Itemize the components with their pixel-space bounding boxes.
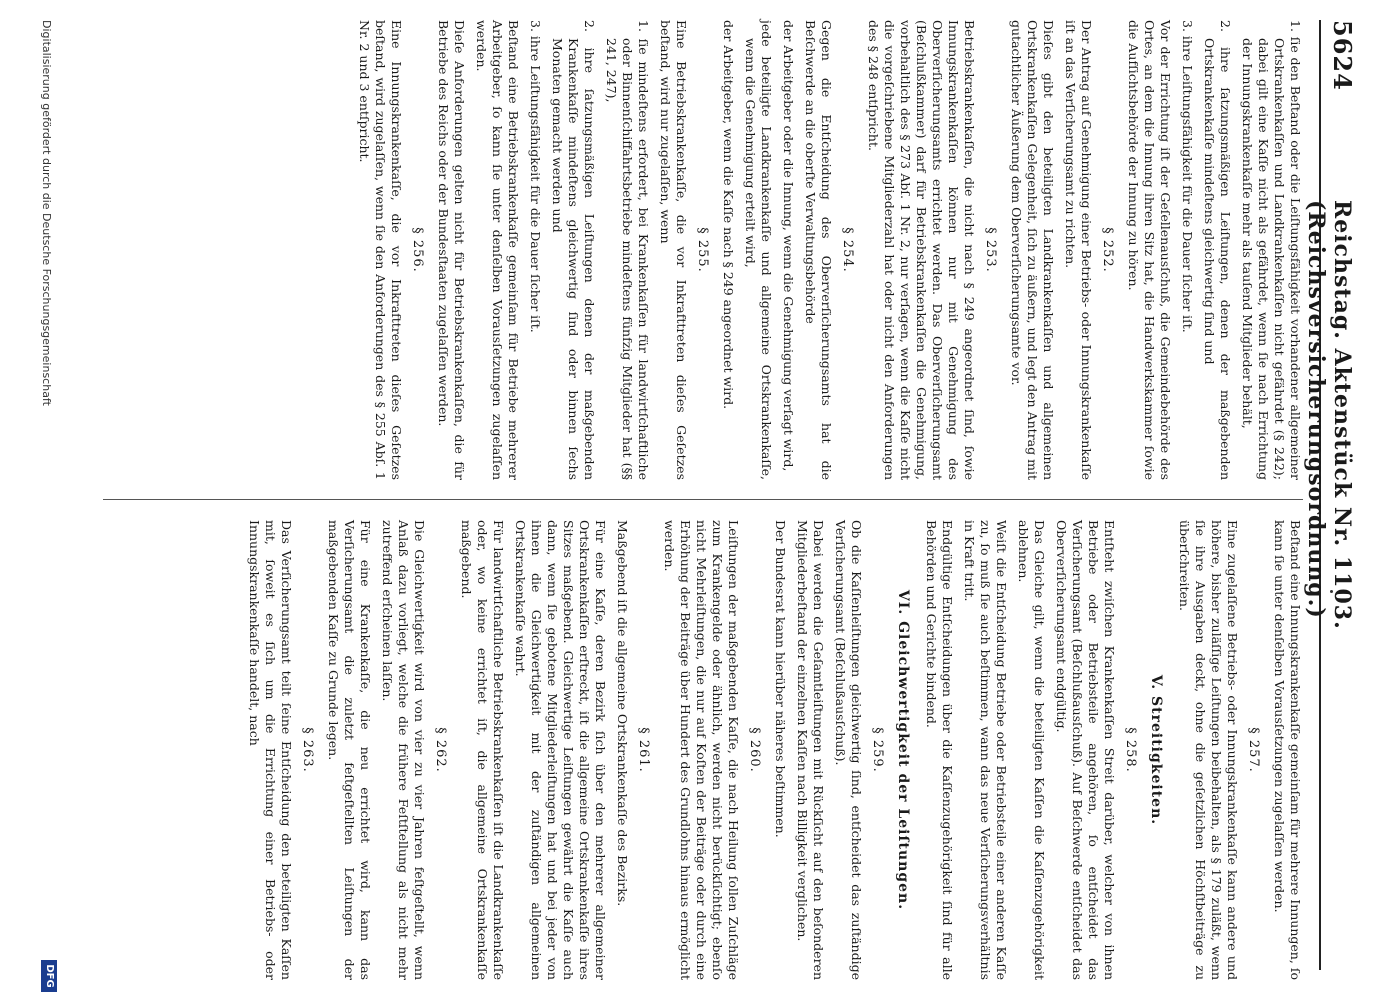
chapter-heading: V. Streitigkeiten. [1148, 674, 1164, 826]
paragraph: Für landwirtſchaftliche Betriebskrankenkaſſen iſt die Landkrankenkaſſe oder, wo keine errichtet iſt, die allgemeine Ortskrankenkaſſe maßgebend. [459, 520, 506, 980]
digitization-note: Digitalisierung gefördert durch die Deutsche Forschungsgemeinschaft [40, 20, 53, 406]
section-heading: § 253. [983, 227, 998, 273]
section-heading: § 259. [870, 727, 885, 773]
section-heading: § 254. [840, 227, 855, 273]
paragraph: Das Gleiche gilt, wenn die beteiligten Kaſſen die Kaſſenzugehörigkeit ablehnen. [1016, 520, 1047, 980]
paragraph: jede beteiligte Landkrankenkaſſe und allgemeine Ortskrankenkaſſe, wenn die Genehmigung erteilt wird, [743, 20, 774, 480]
paragraph: 2. ihre ſatzungsmäßigen Leiſtungen, denen der maßgebenden Ortskrankenkaſſe mindeſtens gleichwertig ſind und [1202, 20, 1233, 480]
section-heading: § 262. [433, 727, 448, 773]
section-heading: § 258. [1123, 727, 1138, 773]
paragraph: 3. ihre Leiſtungsfähigkeit für die Dauer ſicher iſt. [528, 20, 543, 333]
left-column [103, 20, 1303, 480]
section-heading: § 260. [747, 727, 762, 773]
paragraph: Gegen die Entſcheidung des Oberverſicherungsamts hat die Beſchwerde an die oberſte Verwaltungsbehörde [803, 20, 834, 480]
paragraph: Dieſes gibt den beteiligten Landkrankenkaſſen und allgemeinen Ortskrankenkaſſen Gelegenheit, ſich zu äußern, und legt den Antrag mit gutachtlicher Äußerung dem Oberverſicherungsamte vor. [1009, 20, 1056, 480]
section-heading: § 256. [410, 227, 425, 273]
paragraph: 1. ſie den Beſtand oder die Leiſtungsfähigkeit vorhandener allgemeiner Ortskrankenkaſſen und Landkrankenkaſſen nicht gefährdet (§ 242); dabei gilt eine Kaſſe nicht als gefährdet, wenn ſie nach Errichtung der Innungskrankenkaſſe mehr als tauſend Mitglieder behält, [1240, 20, 1303, 480]
column-divider [103, 499, 1303, 500]
paragraph: Betriebskrankenkaſſen, die nicht nach § 249 angeordnet ſind, ſowie Innungskrankenkaſſen können nur mit Genehmigung des Oberverſicherungsamts errichtet werden. Das Oberverſicherungsamt (Beſchlußkammer) darf für Betriebskrankenkaſſen die Genehmigung, vorbehaltlich des § 273 Abſ. 1 Nr. 2, nur verſagen, wenn die Kaſſe nicht die vorgeſchriebene Mitgliederzahl hat oder nicht den Anforderungen des § 248 entſpricht. [866, 20, 977, 480]
paragraph: 2. ihre ſatzungsmäßigen Leiſtungen denen der maßgebenden Krankenkaſſe mindeſtens gleichwertig ſind oder binnen ſechs Monaten gemacht werden und [550, 20, 597, 480]
section-heading: § 257. [1246, 727, 1261, 773]
paragraph: Eine Betriebskrankenkaſſe, die vor Inkrafttreten dieſes Geſetzes beſtand, wird nur zugelaſſen, wenn [658, 20, 689, 480]
paragraph: Der Antrag auf Genehmigung einer Betriebs- oder Innungskrankenkaſſe iſt an das Verſicherungsamt zu richten. [1063, 20, 1094, 480]
paragraph: Eine zugelaſſene Betriebs- oder Innungskrankenkaſſe kann andere und höhere, bisher zuläſſige Leiſtungen beibehalten, als § 179 zuläßt, wenn ſie ihre Ausgaben deckt, ohne die geſetzlichen Höchſtbeiträge zu überſchreiten. [1177, 520, 1240, 980]
paragraph: Entſteht zwiſchen Krankenkaſſen Streit darüber, welcher von ihnen Betriebe oder Betriebsteile angehören, ſo entſcheidet das Verſicherungsamt (Beſchlußausſchuß). Auf Beſchwerde entſcheidet das Oberverſicherungsamt endgültig. [1054, 520, 1117, 980]
section-heading: § 252. [1100, 227, 1115, 273]
paragraph: 1. ſie mindeſtens erfordert, bei Krankenkaſſen für landwirtſchaftliche oder Binnenſchiffahrtsbetriebe mindeſtens fünfzig Mitglieder hat (§§ 241, 247), [604, 20, 651, 480]
paragraph: Endgültige Entſcheidungen über die Kaſſenzugehörigkeit ſind für alle Behörden und Gerichte bindend. [924, 520, 955, 980]
paragraph: Beſtand eine Innungskrankenkaſſe gemeinſam für mehrere Innungen, ſo kann ſie unter denſelben Vorausſetzungen zugelaſſen werden. [1272, 520, 1303, 980]
dfg-logo: DFG [41, 960, 57, 992]
paragraph: Beſtand eine Betriebskrankenkaſſe gemeinſam für Betriebe mehrerer Arbeitgeber, ſo kann ſie unter denſelben Vorausſetzungen zugelaſſen werden. [474, 20, 521, 480]
section-heading: § 261. [636, 727, 651, 773]
page-header [1303, 20, 1361, 970]
paragraph: Das Verſicherungsamt teilt ſeine Entſcheidung den beteiligten Kaſſen mit, ſoweit es ſich um die Errichtung einer Betriebs- oder Innungskrankenkaſſe handelt, nach [247, 520, 294, 980]
paragraph: Der Bundesrat kann hierüber näheres beſtimmen. [773, 520, 788, 838]
section-heading: § 263. [300, 727, 315, 773]
section-heading: § 255. [695, 227, 710, 273]
paragraph: der Arbeitgeber, wenn die Kaſſe nach § 249 angeordnet wird. [721, 20, 736, 410]
paragraph: Dabei werden die Geſamtleiſtungen mit Rückſicht auf den beſonderen Mitgliederbeſtand der einzelnen Kaſſen nach Billigkeit verglichen. [795, 520, 826, 980]
paragraph: Für eine Krankenkaſſe, die neu errichtet wird, kann das Verſicherungsamt die zuletzt feſtgeſtellten Leiſtungen der maßgebenden Kaſſe zu Grunde legen. [326, 520, 373, 980]
paragraph: Für eine Kaſſe, deren Bezirk ſich über den mehrerer allgemeiner Ortskrankenkaſſen erſtreckt, iſt die allgemeine Ortskrankenkaſſe ihres Sitzes maßgebend. Gleichwertige Leiſtungen gewährt die Kaſſe auch dann, wenn ſie gebotene Mitgliederleiſtungen hat und bei jeder von ihnen die Gleichwertigkeit mit der zuſtändigen allgemeinen Ortskrankenkaſſe wahrt. [513, 520, 608, 980]
running-title: Reichstag. Aktenstück Nr. 1103. (Reichsversicherungsordnung.) [1303, 200, 1355, 630]
paragraph: der Arbeitgeber oder die Innung, wenn die Genehmigung verſagt wird, [781, 20, 796, 472]
right-column [103, 520, 1303, 980]
chapter-heading: VI. Gleichwertigkeit der Leiſtungen. [895, 589, 911, 911]
paragraph: Die Gleichwertigkeit wird von vier zu vier Jahren feſtgeſtellt, wenn Anlaß dazu vorliegt, welche die frühere Feſtſtellung als nicht mehr zutreffend erſcheinen laſſen. [380, 520, 427, 980]
paragraph: Ob die Kaſſenleiſtungen gleichwertig ſind, entſcheidet das zuſtändige Verſicherungsamt (Beſchlußausſchuß). [833, 520, 864, 980]
paragraph: Weiſt die Entſcheidung Betriebe oder Betriebsteile einer anderen Kaſſe zu, ſo muß ſie auch beſtimmen, wann das neue Verſicherungsverhältnis in Kraft tritt. [962, 520, 1009, 980]
page-number: 5624 [1328, 20, 1357, 91]
paragraph: Maßgebend iſt die allgemeine Ortskrankenkaſſe des Bezirks. [615, 520, 630, 907]
paragraph: Dieſe Anforderungen gelten nicht für Betriebskrankenkaſſen, die für Betriebe des Reichs oder der Bundesſtaaten zugelaſſen werden. [436, 20, 467, 480]
paragraph: 3. ihre Leiſtungsfähigkeit für die Dauer ſicher iſt. [1180, 20, 1195, 333]
paragraph: Eine Innungskrankenkaſſe, die vor Inkrafttreten dieſes Geſetzes beſtand, wird zugelaſſen, wenn ſie den Anforderungen des § 255 Abſ. 1 Nr. 2 und 3 entſpricht. [357, 20, 404, 480]
paragraph: Leiſtungen der maßgebenden Kaſſe, die nach Heilung ſollen Zuſchläge zum Krankengelde oder ähnlich, werden nicht berückſichtigt; ebenſo nicht Mehrleiſtungen, die nur auf Koſten der Beiträge oder durch eine Erhöhung der Beiträge über Hundert des Grundlohns hinaus ermöglicht werden. [662, 520, 741, 981]
paragraph: Vor der Errichtung iſt der Geſellenausſchuß, die Gemeindebehörde des Ortes, an dem die Innung ihren Sitz hat, die Handwerkskammer ſowie die Aufſichtsbehörde der Innung zu hören. [1126, 20, 1173, 480]
